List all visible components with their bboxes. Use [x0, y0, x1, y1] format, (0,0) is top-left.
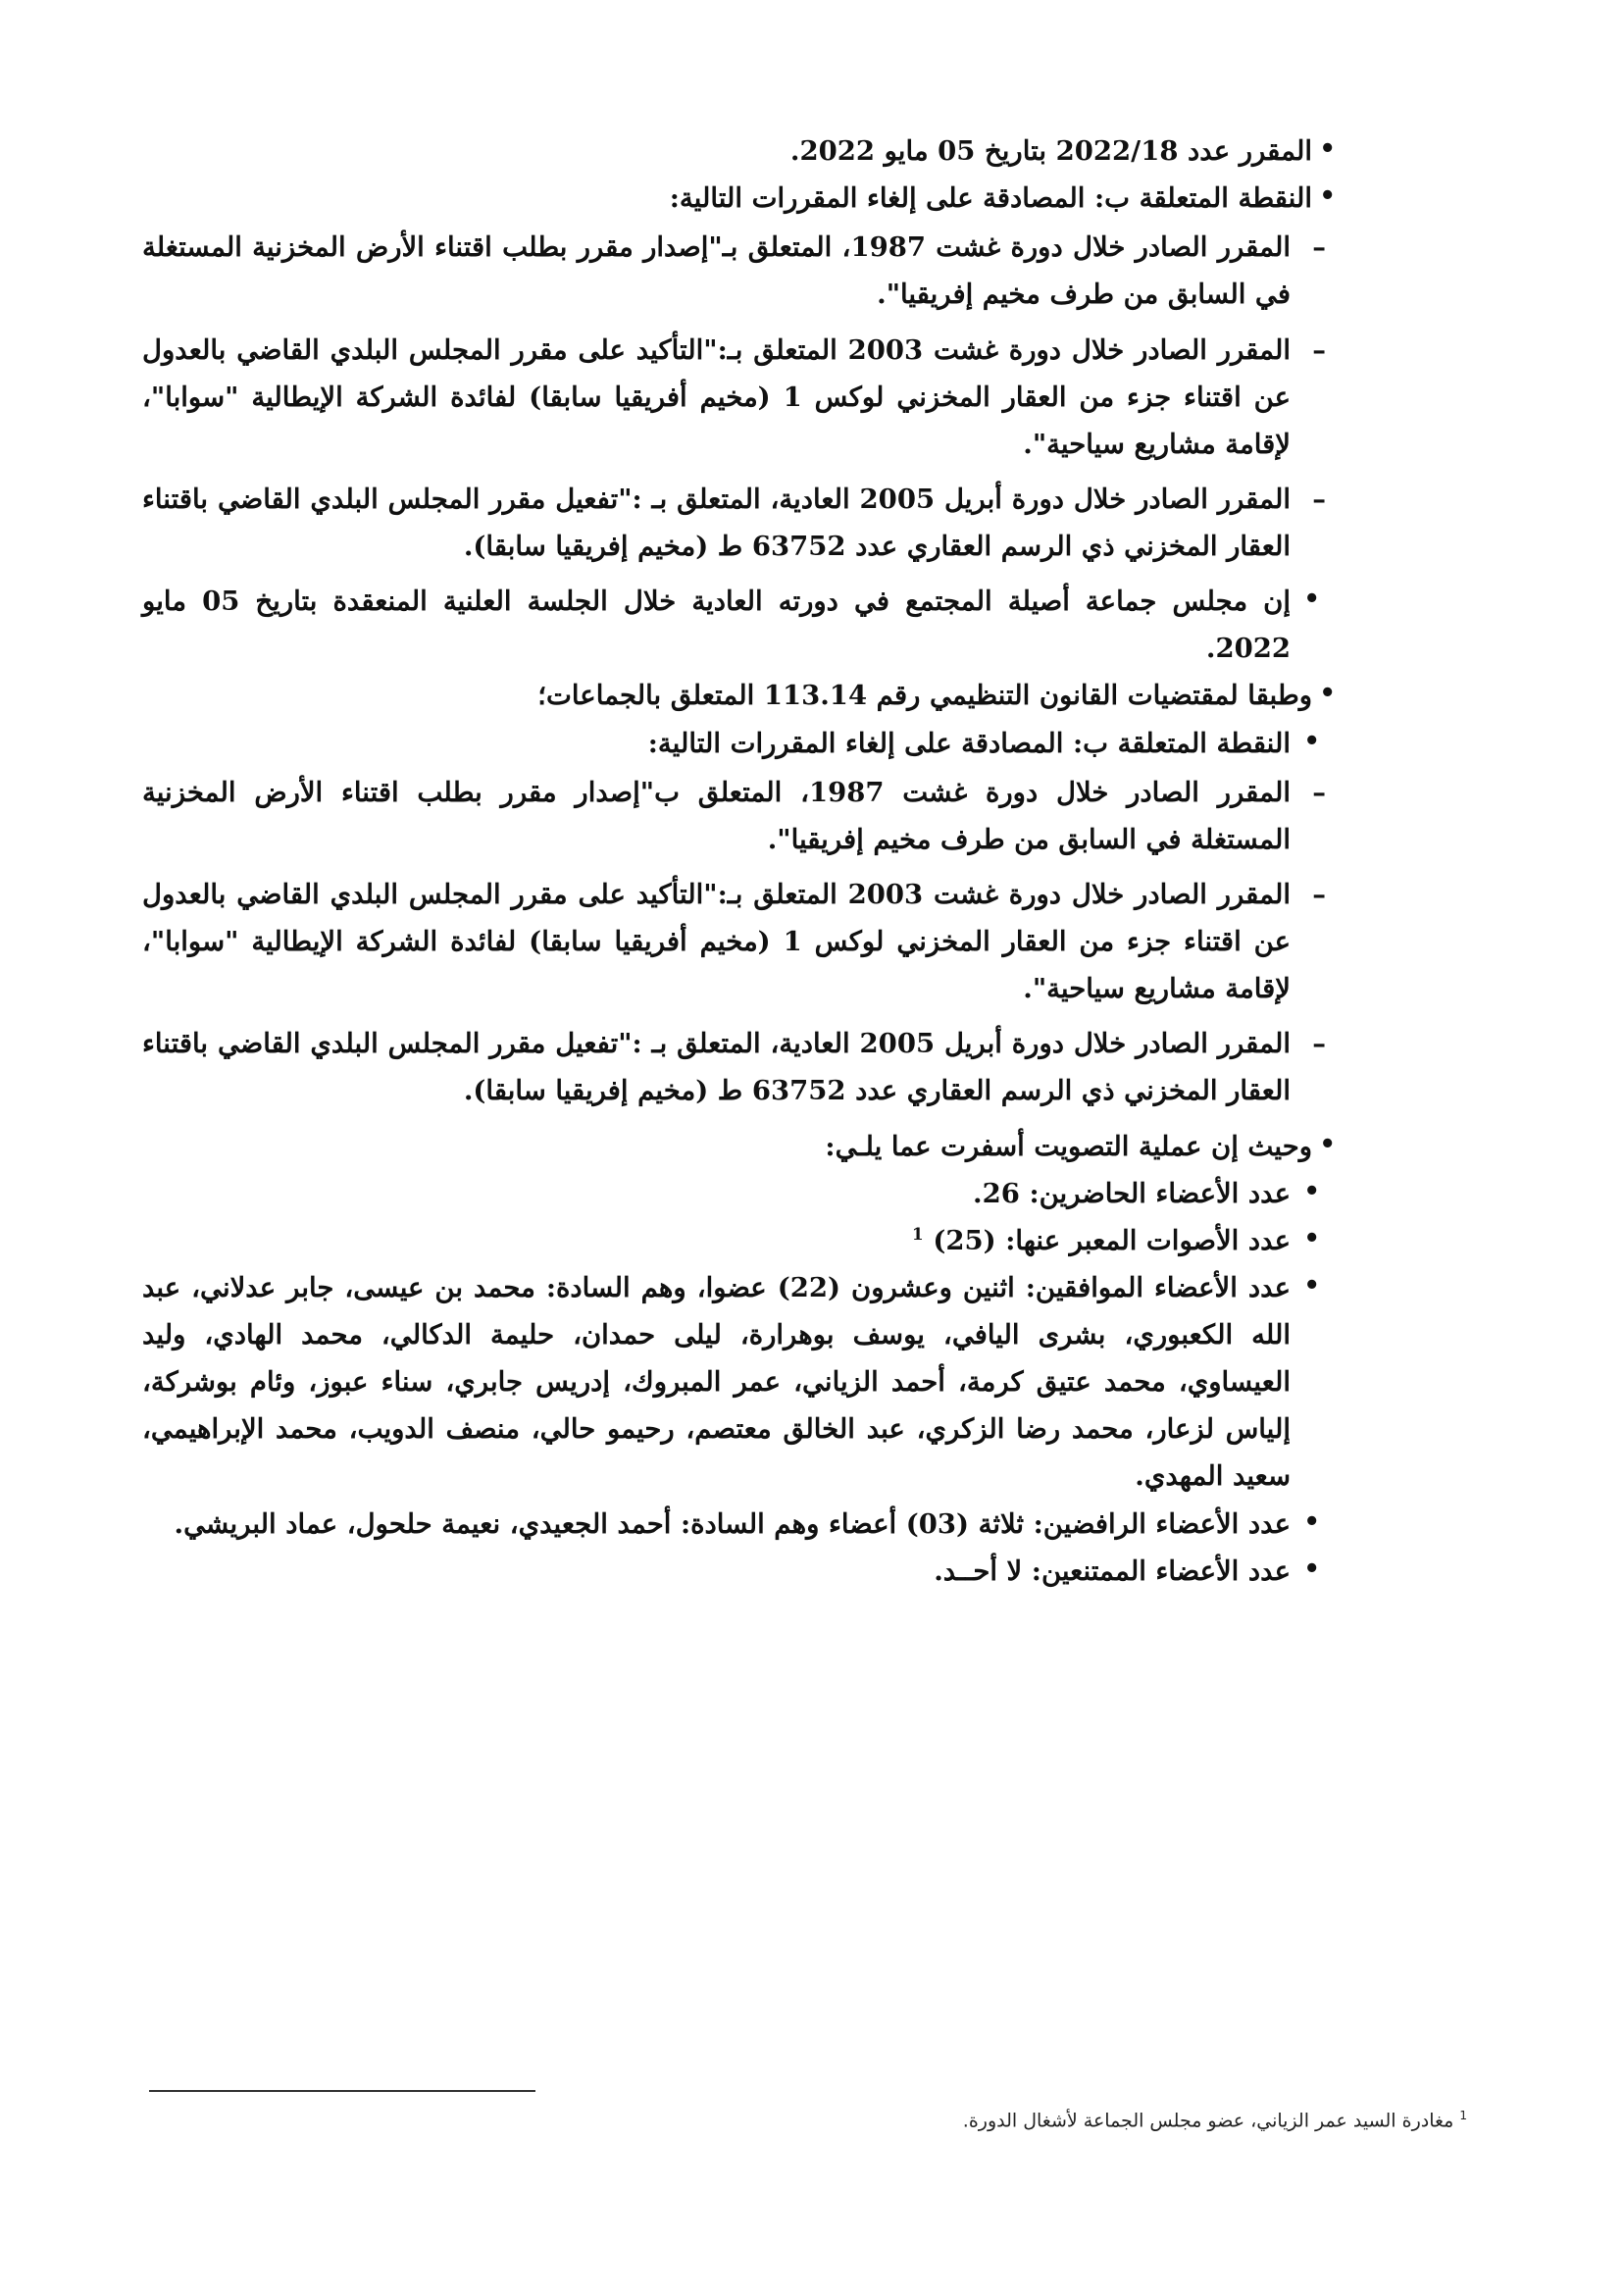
council-statement: • إن مجلس جماعة أصيلة المجتمع في دورته العادية خلال الجلسة العلنية المنعقدة بتاريخ 05 مايو 2022. [142, 578, 1330, 672]
footnote-divider [149, 2090, 535, 2092]
footnote-text: مغادرة السيد عمر الزياني، عضو مجلس الجماعة لأشغال الدورة. [962, 2110, 1454, 2132]
members-in-favor: • عدد الأعضاء الموافقين: اثنين وعشرون (22) عضوا، وهم السادة: محمد بن عيسى، جابر عدلاني، عبد الله الكعبوري، بشرى اليافي، يوسف بوهرارة، ليلى حمدان، حليمة الدكالي، محمد الهادي، وليد العيساوي، محمد عتيق كرمة، أحمد الزياني، عمر المبروك، إدريس جابري، سناء عبوز، وئام بوشركة، إلياس لزعار، محمد رضا الزكري، عبد الخالق معتصم، رحيمو حالي، منصف الدويب، محمد الإبراهيمي، سعيد المهدي. [142, 1264, 1330, 1501]
members-against: • عدد الأعضاء الرافضين: ثلاثة (03) أعضاء وهم السادة: أحمد الجعيدي، نعيمة حلحول، عماد البريشي. [142, 1501, 1330, 1548]
list-item: – المقرر الصادر خلال دورة أبريل 2005 العادية، المتعلق بـ :"تفعيل مقرر المجلس البلدي القاضي باقتناء العقار المخزني ذي الرسم العقاري عدد 63752 ط (مخيم إفريقيا سابقا). [142, 1020, 1330, 1114]
votes-cast-text: عدد الأصوات المعبر عنها: (25) [933, 1224, 1291, 1256]
members-present: • عدد الأعضاء الحاضرين: 26. [142, 1170, 1330, 1217]
list-item: – المقرر الصادر خلال دورة غشت 2003 المتعلق بـ:"التأكيد على مقرر المجلس البلدي القاضي بالعدول عن اقتناء جزء من العقار المخزني لوكس 1 (مخيم أفريقيا سابقا) لفائدة الشركة الإيطالية "سوابا"، لإقامة مشاريع سياحية". [142, 871, 1330, 1012]
point-heading-1: • النقطة المتعلقة ب: المصادقة على إلغاء المقررات التالية: [142, 175, 1330, 222]
votes-cast [142, 1217, 1330, 1264]
list-item: – المقرر الصادر خلال دورة غشت 1987، المتعلق بـ"إصدار مقرر بطلب اقتناء الأرض المخزنية المستغلة في السابق من طرف مخيم إفريقيا". [142, 224, 1330, 318]
footnote-reference: 1 [911, 1224, 924, 1245]
document-body [142, 127, 1330, 1595]
decision-reference: • المقرر عدد 2022/18 بتاريخ 05 مايو 2022. [142, 127, 1330, 175]
law-reference: • وطبقا لمقتضيات القانون التنظيمي رقم 113.14 المتعلق بالجماعات؛ [142, 672, 1330, 719]
members-abstained: • عدد الأعضاء الممتنعين: لا أحــد. [142, 1548, 1330, 1595]
footnote [392, 2109, 1467, 2131]
list-item: – المقرر الصادر خلال دورة غشت 2003 المتعلق بـ:"التأكيد على مقرر المجلس البلدي القاضي بالعدول عن اقتناء جزء من العقار المخزني لوكس 1 (مخيم أفريقيا سابقا) لفائدة الشركة الإيطالية "سوابا"، لإقامة مشاريع سياحية". [142, 327, 1330, 468]
list-item: – المقرر الصادر خلال دورة غشت 1987، المتعلق ب"إصدار مقرر بطلب اقتناء الأرض المخزنية المستغلة في السابق من طرف مخيم إفريقيا". [142, 769, 1330, 863]
point-heading-2: • النقطة المتعلقة ب: المصادقة على إلغاء المقررات التالية: [142, 720, 1330, 767]
voting-intro: • وحيث إن عملية التصويت أسفرت عما يلـي: [142, 1123, 1330, 1170]
list-item: – المقرر الصادر خلال دورة أبريل 2005 العادية، المتعلق بـ :"تفعيل مقرر المجلس البلدي القاضي باقتناء العقار المخزني ذي الرسم العقاري عدد 63752 ط (مخيم إفريقيا سابقا). [142, 476, 1330, 570]
footnote-mark: 1 [1459, 2109, 1467, 2122]
